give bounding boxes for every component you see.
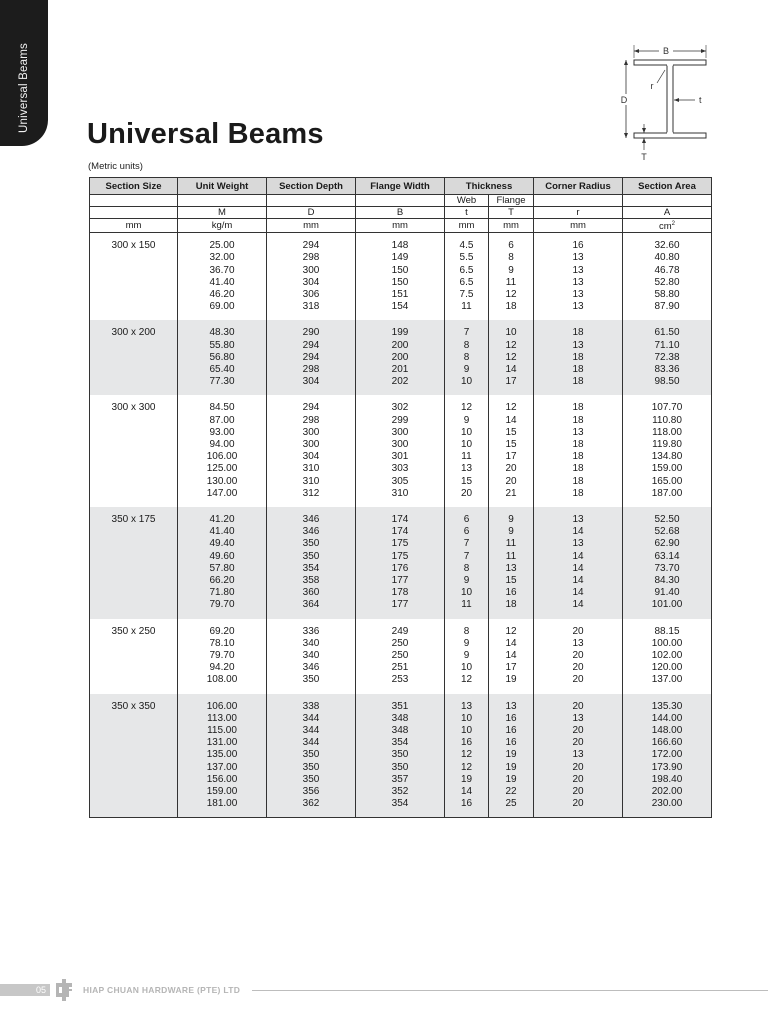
unit-weight: kg/m [178,219,267,233]
header-corner-radius: Corner Radius [534,178,623,195]
unit-size: mm [90,219,178,233]
unit-radius: mm [534,219,623,233]
diagram-label-t: t [699,95,702,105]
section-area-values: 88.15 100.00 102.00 120.00 137.00 [623,619,712,694]
section-size: 350 x 350 [90,694,178,818]
corner-radius-values: 18 13 18 18 18 [534,320,623,395]
header-section-area: Section Area [623,178,712,195]
subheader-empty [356,195,445,207]
symbol-unit-weight: M [178,207,267,219]
flange-width-values: 302 299 300 300 301 303 305 310 [356,395,445,507]
section-depth-values: 336 340 340 346 350 [267,619,356,694]
flange-thickness-values: 12 14 15 15 17 20 20 21 [489,395,534,507]
page-number: 05 [36,985,47,995]
company-logo-icon [53,977,75,1003]
section-size: 300 x 300 [90,395,178,507]
footer-divider [252,990,768,991]
symbol-depth: D [267,207,356,219]
unit-width: mm [356,219,445,233]
symbol-area: A [623,207,712,219]
section-group-row [90,320,712,395]
unit-area [623,219,712,233]
i-beam-diagram [612,40,722,165]
section-group-row [90,619,712,694]
section-depth-values: 338 344 344 344 350 350 350 356 362 [267,694,356,818]
unit-weight-values: 41.20 41.40 49.40 49.60 57.80 66.20 71.80 79.70 [178,507,267,619]
corner-radius-values: 20 13 20 20 20 [534,619,623,694]
unit-area-base: cm [658,221,672,233]
header-thickness: Thickness [445,178,534,195]
symbol-flange: T [489,207,534,219]
flange-width-values: 351 348 348 354 350 350 357 352 354 [356,694,445,818]
web-thickness-values: 13 10 10 16 12 12 19 14 16 [445,694,489,818]
header-section-depth: Section Depth [267,178,356,195]
diagram-label-b: B [662,46,670,56]
section-size: 350 x 250 [90,619,178,694]
web-thickness-values: 6 6 7 7 8 9 10 11 [445,507,489,619]
flange-thickness-values: 12 14 14 17 19 [489,619,534,694]
corner-radius-values: 16 13 13 13 13 13 [534,233,623,321]
section-area-values: 61.50 71.10 72.38 83.36 98.50 [623,320,712,395]
web-thickness-values: 12 9 10 10 11 13 15 20 [445,395,489,507]
subheader-flange: Flange [489,195,534,207]
web-thickness-values: 8 9 9 10 12 [445,619,489,694]
flange-width-values: 148 149 150 150 151 154 [356,233,445,321]
side-tab-label: Universal Beams [18,43,30,133]
universal-beams-table [89,177,712,818]
corner-radius-values: 20 13 20 20 13 20 20 20 20 [534,694,623,818]
corner-radius-values: 13 14 13 14 14 14 14 14 [534,507,623,619]
flange-thickness-values: 13 16 16 16 19 19 19 22 25 [489,694,534,818]
unit-weight-values: 106.00 113.00 115.00 131.00 135.00 137.00 156.00 159.00 181.00 [178,694,267,818]
web-thickness-values: 4.5 5.5 6.5 6.5 7.5 11 [445,233,489,321]
section-area-values: 135.30 144.00 148.00 166.60 172.00 173.90 198.40 202.00 230.00 [623,694,712,818]
section-area-values: 107.70 110.80 118.00 119.80 134.80 159.00 165.00 187.00 [623,395,712,507]
subheader-empty [623,195,712,207]
unit-depth: mm [267,219,356,233]
diagram-label-d: D [620,95,628,105]
flange-thickness-values: 9 9 11 11 13 15 16 18 [489,507,534,619]
section-depth-values: 294 298 300 300 304 310 310 312 [267,395,356,507]
symbol-web: t [445,207,489,219]
symbol-empty [90,207,178,219]
section-area-values: 52.50 52.68 62.90 63.14 73.70 84.30 91.40 101.00 [623,507,712,619]
subheader-empty [534,195,623,207]
header-unit-weight: Unit Weight [178,178,267,195]
unit-flange: mm [489,219,534,233]
section-depth-values: 294 298 300 304 306 318 [267,233,356,321]
section-group-row [90,395,712,507]
units-note: (Metric units) [88,161,143,172]
subheader-empty [90,195,178,207]
unit-weight-values: 69.20 78.10 79.70 94.20 108.00 [178,619,267,694]
unit-web: mm [445,219,489,233]
footer-company-name: HIAP CHUAN HARDWARE (PTE) LTD [83,985,241,995]
unit-weight-values: 48.30 55.80 56.80 65.40 77.30 [178,320,267,395]
subheader-web: Web [445,195,489,207]
corner-radius-values: 18 18 13 18 18 18 18 18 [534,395,623,507]
symbol-width: B [356,207,445,219]
symbol-radius: r [534,207,623,219]
header-section-size: Section Size [90,178,178,195]
flange-thickness-values: 10 12 12 14 17 [489,320,534,395]
diagram-label-r: r [650,81,654,91]
section-group-row [90,694,712,818]
flange-width-values: 174 174 175 175 176 177 178 177 [356,507,445,619]
section-group-row [90,507,712,619]
section-size: 300 x 150 [90,233,178,321]
flange-thickness-values: 6 8 9 11 12 18 [489,233,534,321]
section-size: 300 x 200 [90,320,178,395]
subheader-empty [267,195,356,207]
side-tab [0,0,48,146]
section-depth-values: 290 294 294 298 304 [267,320,356,395]
page-title: Universal Beams [87,118,324,150]
section-group-row [90,233,712,321]
unit-weight-values: 84.50 87.00 93.00 94.00 106.00 125.00 130.00 147.00 [178,395,267,507]
unit-area-exponent: 2 [671,221,675,227]
diagram-label-tt: T [641,152,647,162]
subheader-empty [178,195,267,207]
web-thickness-values: 7 8 8 9 10 [445,320,489,395]
flange-width-values: 199 200 200 201 202 [356,320,445,395]
header-flange-width: Flange Width [356,178,445,195]
section-area-values: 32.60 40.80 46.78 52.80 58.80 87.90 [623,233,712,321]
flange-width-values: 249 250 250 251 253 [356,619,445,694]
section-size: 350 x 175 [90,507,178,619]
unit-weight-values: 25.00 32.00 36.70 41.40 46.20 69.00 [178,233,267,321]
section-depth-values: 346 346 350 350 354 358 360 364 [267,507,356,619]
